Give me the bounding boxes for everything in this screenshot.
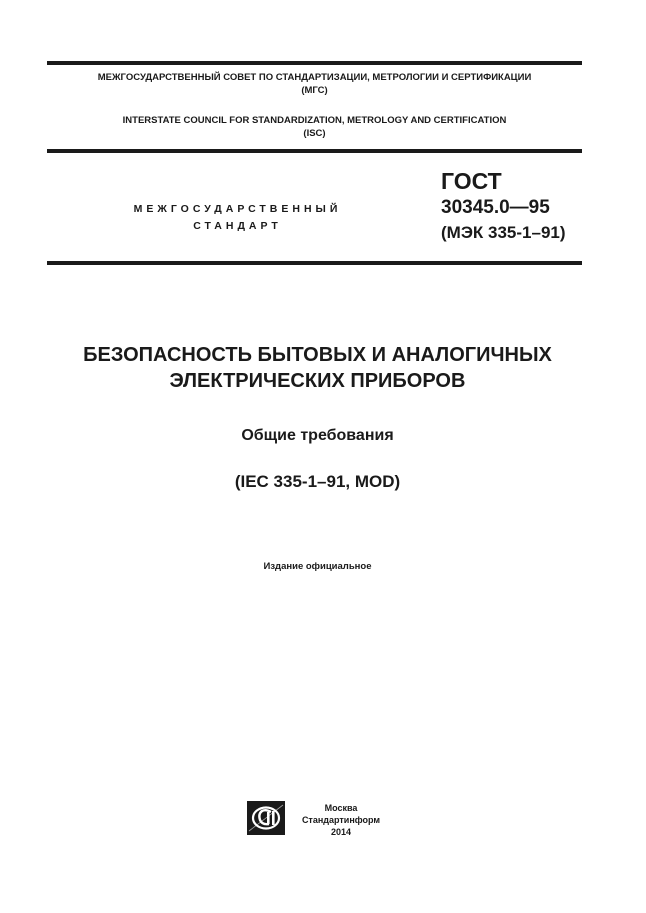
middle-rule [47,149,582,153]
document-subtitle: Общие требования [241,427,394,444]
standard-designation [441,167,566,245]
top-rule [47,61,582,65]
council-name-en-line1: INTERSTATE COUNCIL FOR STANDARDIZATION, METROLOGY AND CERTIFICATION [122,115,507,126]
standartinform-logo-icon [247,801,285,835]
iec-reference-ru: (МЭК 335-1–91) [441,223,566,242]
document-title [20,342,615,394]
bottom-rule [47,261,582,265]
standard-type-line1: МЕЖГОСУДАРСТВЕННЫЙ [133,203,342,215]
edition-label: Издание официальное [263,561,372,572]
standard-type-line2: СТАНДАРТ [193,220,282,232]
publisher-name: Стандартинформ [301,815,381,825]
council-abbr-en: (ISC) [303,128,326,139]
document-title-line1: БЕЗОПАСНОСТЬ БЫТОВЫХ И АНАЛОГИЧНЫХ [83,344,552,366]
council-name-ru [47,71,582,97]
iec-reference: (IEC 335-1–91, MOD) [234,472,401,491]
publisher-city: Москва [324,803,358,813]
standard-type [105,201,370,235]
council-abbr-ru: (МГС) [301,85,328,96]
gost-number: 30345.0—95 [441,197,550,218]
gost-label: ГОСТ [441,168,502,194]
publication-year: 2014 [330,827,352,837]
document-title-line2: ЭЛЕКТРИЧЕСКИХ ПРИБОРОВ [169,370,466,392]
council-name-en [47,114,582,140]
publisher-info [291,802,391,838]
council-name-ru-line1: МЕЖГОСУДАРСТВЕННЫЙ СОВЕТ ПО СТАНДАРТИЗАЦИИ, МЕТРОЛОГИИ И СЕРТИФИКАЦИИ [97,72,532,83]
